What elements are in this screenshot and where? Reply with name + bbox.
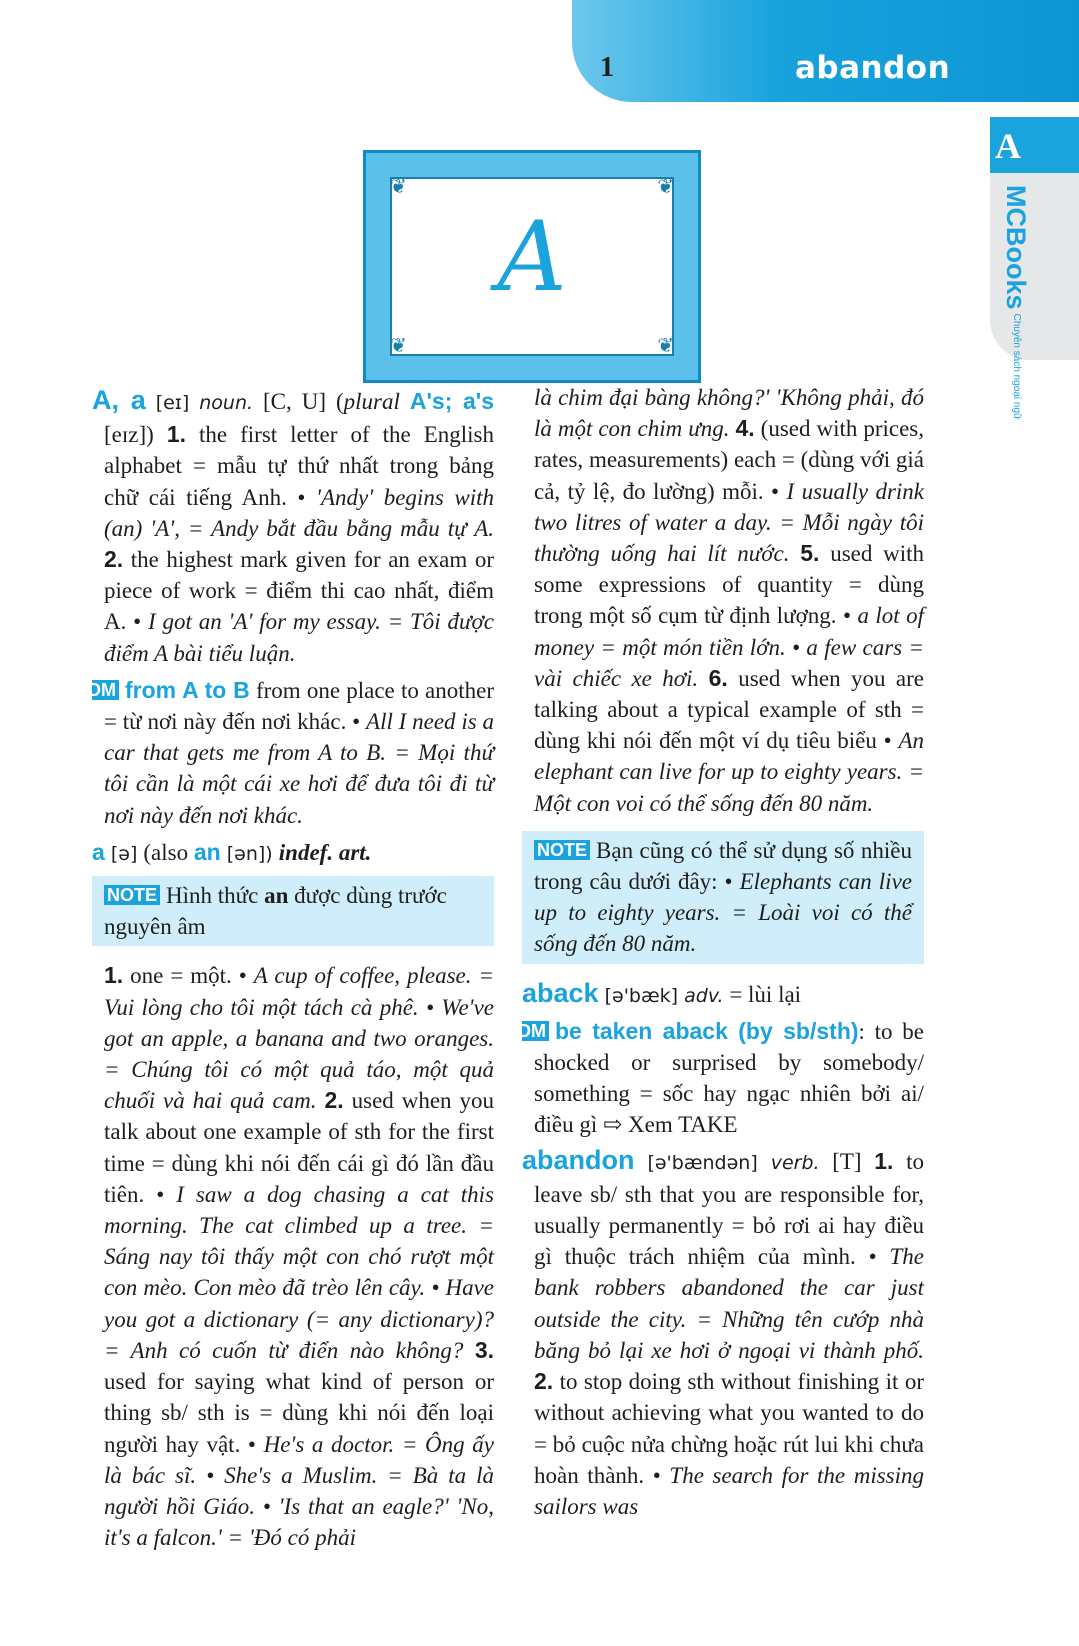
definition: the first letter of the English alphabet = mẫu tự thứ nhất trong bảng chữ cái tiếng Anh. •: [104, 422, 494, 510]
letter-frame: [363, 150, 701, 383]
entry-a-indef: [92, 837, 494, 870]
right-column: [513, 382, 925, 1522]
example: I got an 'A' for my essay. = Tôi được điểm A bài tiểu luận.: [104, 609, 494, 666]
cross-reference-arrow-icon: ⇨: [603, 1112, 623, 1138]
definition: used when you talk about one example of sth for the first time = dùng khi nói đến cái gì đó lần đầu tiên. •: [104, 1088, 495, 1207]
pronunciation: [ən]): [220, 842, 279, 865]
corner-ornament-icon: ❦: [657, 176, 674, 198]
senses-a: [92, 960, 494, 1553]
entry-abandon: [522, 1145, 924, 1522]
definition: used when you are talking about a typical example of sth = dùng khi nói đến một ví dụ tiêu biểu •: [534, 665, 924, 754]
idiom-taken-aback: [513, 1016, 924, 1141]
idiom-tag: IDM: [92, 680, 119, 700]
sense-number: 1.: [874, 1147, 894, 1174]
headword: aback: [522, 977, 599, 1008]
definition: from one place to another = từ nơi này đến nơi khác. •: [104, 677, 494, 735]
idiom-from-a-to-b: [83, 675, 495, 831]
headword: A, a: [92, 385, 146, 415]
example: The search for the missing sailors was: [534, 1462, 924, 1519]
definition: the highest mark given for an exam or piece of work = điểm thi cao nhất, điểm A. •: [104, 547, 494, 635]
example: The bank robbers abandoned the car just outside the city. = Những tên cướp nhà băng bỏ lại xe hơi ở ngoại vi thành phố.: [534, 1244, 924, 1363]
corner-ornament-icon: ❦: [657, 335, 674, 357]
plural-form: A's; a's: [409, 388, 495, 414]
brand-tagline: Chuyên sách ngoại ngữ: [1011, 313, 1022, 420]
example: I usually drink two litres of water a day. = Mỗi ngày tôi thường uống hai lít nước.: [534, 478, 924, 567]
definition: used for saying what kind of person or thing sb/ sth is = dùng khi nói đến loại người hay vật. •: [104, 1369, 494, 1457]
note-tag: NOTE: [104, 885, 160, 905]
example: là chim đại bàng không?' 'Không phải, đó là một con chim ưng.: [534, 385, 924, 442]
part-of-speech: verb.: [770, 1151, 820, 1174]
grammar-code: [T]: [819, 1148, 875, 1174]
definition: to leave sb/ sth that you are responsible for, usually permanently = bỏ rơi ai hay điều gì thuộc trách nhiệm của mình. •: [534, 1148, 925, 1270]
definition: (used with prices, rates, measurements) each = (dùng với giá cả, tỷ lệ, đo lường) mỗi. •: [534, 416, 924, 504]
corner-ornament-icon: ❦: [390, 335, 407, 357]
note-bold: an: [264, 883, 289, 909]
part-of-speech: indef. art.: [278, 839, 372, 865]
sense-number: 3.: [474, 1336, 494, 1363]
decorative-letter: A: [497, 201, 567, 313]
letter-frame-inner: [390, 177, 674, 356]
tab-letter: A: [995, 126, 1021, 166]
entry-aback: [522, 978, 924, 1012]
plural-label: plural: [343, 389, 400, 414]
definition: used with some expressions of quantity = dùng trong một số cụm từ định lượng. •: [534, 541, 924, 629]
guide-word: abandon: [795, 50, 951, 86]
example: I saw a dog chasing a cat this morning. The cat climbed up a tree. = Sáng nay tôi thấy một con chó rượt một con mèo. Con mèo đã trèo lên cây. • Have you got a dictionary (= any dictionary)? = Anh có cuốn từ điển nào không?: [104, 1181, 494, 1363]
entry-a: [92, 385, 494, 669]
definition: one = một. •: [123, 963, 254, 989]
note-text: được dùng trước nguyên âm: [104, 883, 447, 940]
sense-number: 6.: [708, 664, 728, 691]
also-label: (also: [143, 839, 194, 865]
grammar-code: [C, U] (: [263, 389, 344, 414]
pronunciation: [eɪ]: [155, 392, 190, 414]
example: All I need is a car that gets me from A to B. = Mọi thứ tôi cần là một cái xe hơi để đưa tôi đi từ nơi này đến nơi khác.: [104, 709, 495, 828]
note-text: Hình thức: [166, 883, 265, 909]
example: Elephants can live up to eighty years. = Loài voi có thể sống đến 80 năm.: [534, 869, 912, 957]
example: A cup of coffee, please. = Vui lòng cho tôi một tách cà phê. • We've got an apple, a banana and two oranges. = Chúng tôi có một quả táo, một quả chuối và hai quả cam.: [104, 963, 494, 1114]
idiom-phrase: from A to B: [125, 676, 250, 703]
brand-name: MCBooks: [1001, 185, 1031, 310]
idiom-tag: IDM: [522, 1021, 549, 1041]
example: 'Andy' begins with (an) 'A', = Andy bắt đầu bằng mẫu tự A.: [104, 484, 494, 541]
page-number: 1: [600, 52, 614, 83]
sense-number: 1.: [166, 421, 186, 448]
headword: abandon: [522, 1144, 635, 1175]
note-box: [522, 831, 924, 964]
example: a lot of money = một món tiền lớn. • a few cars = vài chiếc xe hơi.: [534, 603, 924, 691]
idiom-phrase: be taken aback (by sb/sth): [555, 1017, 859, 1044]
part-of-speech: adv.: [684, 984, 724, 1007]
pronunciation: [ə'bæk]: [598, 984, 685, 1007]
pronunciation-plural: [eɪz]): [104, 422, 154, 448]
sense-number: 2.: [104, 546, 124, 573]
sense-number: 1.: [104, 962, 124, 989]
senses-a-continued: [522, 382, 924, 819]
pronunciation: [ə'bændən]: [634, 1151, 771, 1174]
part-of-speech: noun.: [199, 392, 254, 414]
pronunciation: [ə]: [104, 842, 144, 865]
definition: = lùi lại: [723, 981, 802, 1007]
left-column: [83, 385, 495, 1553]
note-box: [92, 876, 494, 946]
example: He's a doctor. = Ông ấy là bác sĩ. • She's a Muslim. = Bà ta là người hồi Giáo. • 'Is that an eagle?' 'No, it's a falcon.' = 'Đó có phải: [104, 1431, 494, 1551]
note-tag: NOTE: [534, 840, 590, 860]
sense-number: 5.: [800, 540, 820, 567]
note-text: Bạn cũng có thể sử dụng số nhiều trong câu dưới đây: •: [534, 837, 912, 895]
sense-number: 2.: [534, 1368, 554, 1395]
definition: : to be shocked or surprised by somebody/ something = sốc hay ngạc nhiên bởi ai/ điều gì: [534, 1018, 924, 1138]
definition: to stop doing sth without finishing it or without achieving what you wanted to do = bỏ cuộc nửa chừng hoặc rút lui khi chưa hoàn thành. •: [534, 1369, 924, 1488]
sense-number: 2.: [324, 1087, 344, 1114]
cross-reference: Xem TAKE: [622, 1112, 738, 1138]
corner-ornament-icon: ❦: [390, 176, 407, 198]
headword: a: [92, 838, 105, 865]
example: An elephant can live for up to eighty years. = Một con voi có thể sống đến 80 năm.: [534, 728, 924, 816]
sense-number: 4.: [735, 415, 755, 442]
headword-variant: an: [193, 838, 221, 865]
publisher-brand: [1000, 185, 1031, 420]
